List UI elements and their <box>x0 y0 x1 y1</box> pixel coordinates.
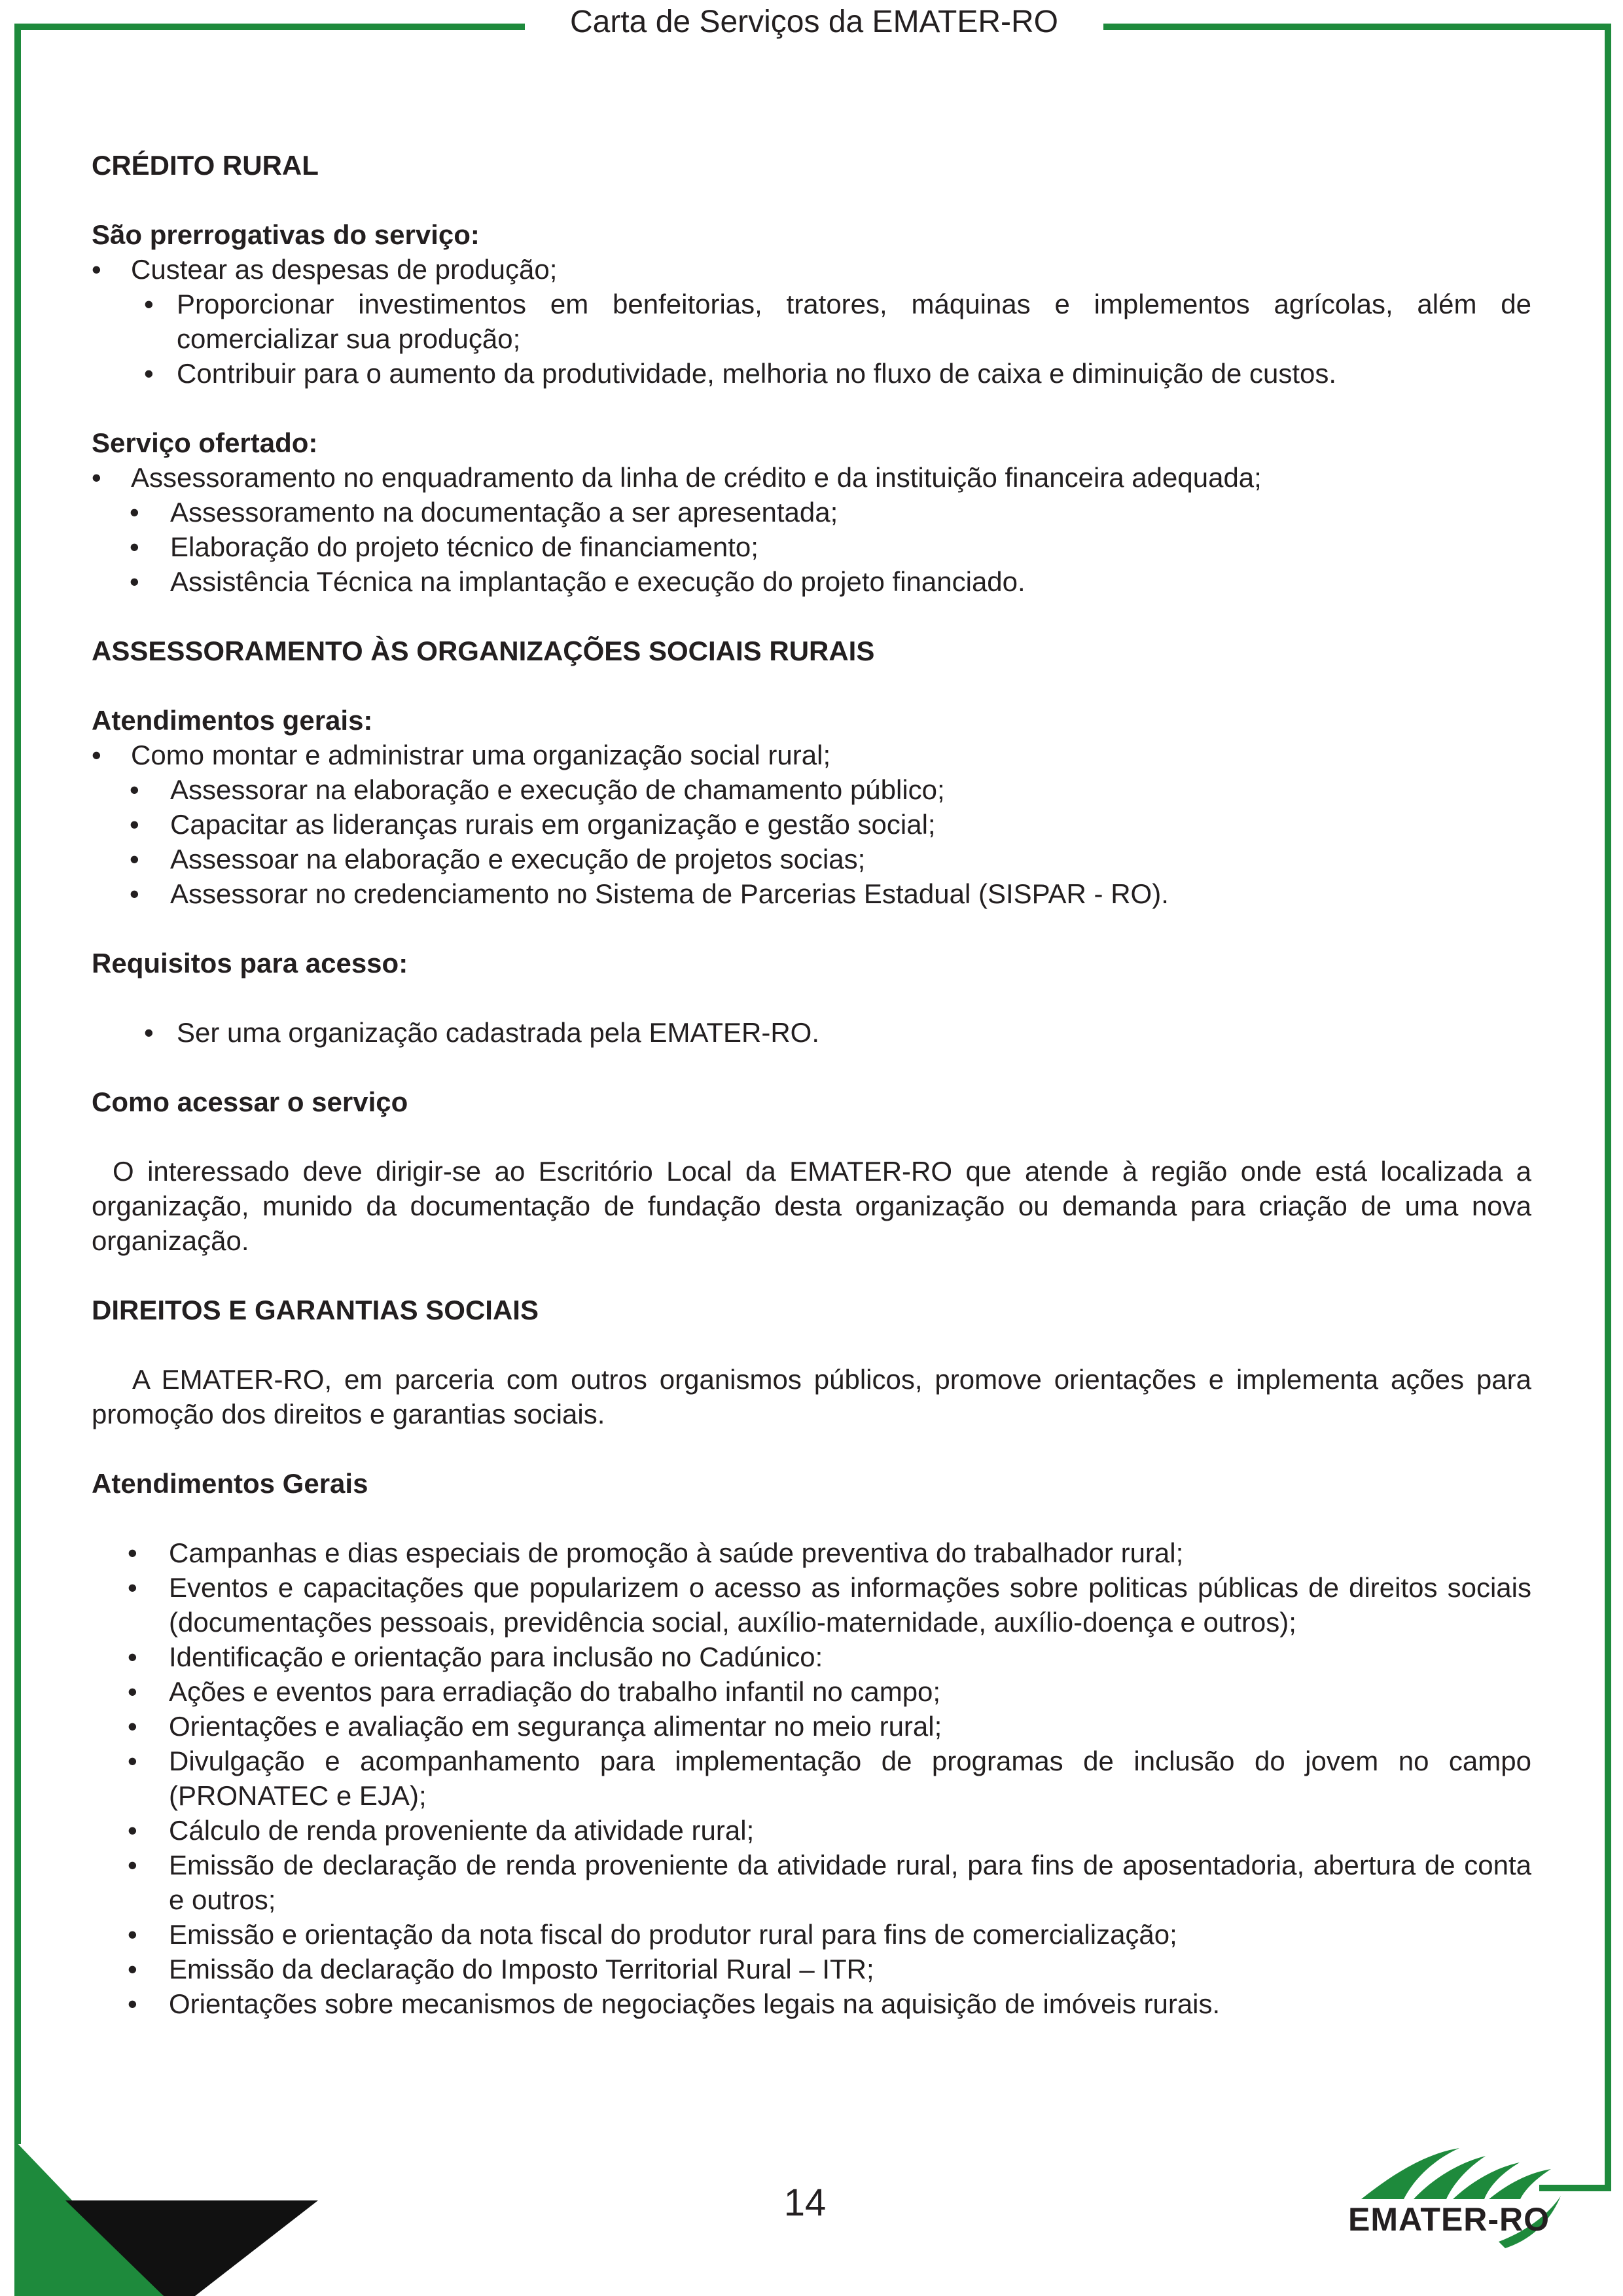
list-item: • Ser uma organização cadastrada pela EMATER-RO. <box>92 1015 1531 1050</box>
page-content <box>92 148 1531 2021</box>
servico-list <box>92 460 1531 495</box>
direitos-list <box>92 1535 1531 2021</box>
frame-top-right-line <box>1103 24 1611 30</box>
servico-ofertado-heading: Serviço ofertado: <box>92 427 318 458</box>
list-item: • Emissão e orientação da nota fiscal do produtor rural para fins de comercialização; <box>92 1917 1531 1952</box>
list-item: • Ações e eventos para erradiação do trabalho infantil no campo; <box>92 1674 1531 1709</box>
requisitos-heading: Requisitos para acesso: <box>92 948 408 978</box>
list-item: • Emissão de declaração de renda proveniente da atividade rural, para fins de aposentadoria, abertura de conta e outros; <box>92 1848 1531 1917</box>
list-item: • Identificação e orientação para inclusão no Cadúnico: <box>92 1640 1531 1674</box>
frame-right-line <box>1605 24 1611 2191</box>
atendimentos-list <box>92 738 1531 772</box>
prerrogativas-sublist <box>92 287 1531 391</box>
list-item: • Contribuir para o aumento da produtividade, melhoria no fluxo de caixa e diminuição de custos. <box>92 356 1531 391</box>
list-item: • Como montar e administrar uma organização social rural; <box>92 738 1531 772</box>
list-item: • Orientações e avaliação em segurança alimentar no meio rural; <box>92 1709 1531 1744</box>
requisitos-list <box>92 1015 1531 1050</box>
prerrogativas-heading: São prerrogativas do serviço: <box>92 219 480 250</box>
page-header-title: Carta de Serviços da EMATER-RO <box>570 5 1058 39</box>
list-item: • Proporcionar investimentos em benfeitorias, tratores, máquinas e implementos agrícolas, além de comercializar sua produção; <box>92 287 1531 356</box>
section-title-credito-rural: CRÉDITO RURAL <box>92 150 319 181</box>
servico-sublist <box>92 495 1531 599</box>
list-item: • Assistência Técnica na implantação e execução do projeto financiado. <box>92 564 1531 599</box>
logo-text: EMATER-RO <box>1348 2201 1550 2238</box>
section-title-assessoramento: ASSESSORAMENTO ÀS ORGANIZAÇÕES SOCIAIS RURAIS <box>92 636 875 666</box>
list-item: • Assessoramento na documentação a ser apresentada; <box>92 495 1531 529</box>
page-number: 14 <box>783 2181 827 2224</box>
como-acessar-heading: Como acessar o serviço <box>92 1086 408 1117</box>
list-item: • Emissão da declaração do Imposto Territorial Rural – ITR; <box>92 1952 1531 1986</box>
atendimentos-gerais-heading: Atendimentos gerais: <box>92 705 373 736</box>
list-item: • Cálculo de renda proveniente da atividade rural; <box>92 1813 1531 1848</box>
direitos-intro-paragraph: A EMATER-RO, em parceria com outros organismos públicos, promove orientações e implementa ações para promoção dos direitos e garantias sociais. <box>92 1364 1531 1429</box>
como-acessar-paragraph: O interessado deve dirigir-se ao Escritório Local da EMATER-RO que atende à região onde está localizada a organização, munido da documentação de fundação desta organização ou demanda para criação de uma nova organização. <box>92 1156 1531 1256</box>
list-item: • Assessorar na elaboração e execução de chamamento público; <box>92 772 1531 807</box>
atendimentos-sublist <box>92 772 1531 911</box>
list-item: • Campanhas e dias especiais de promoção à saúde preventiva do trabalhador rural; <box>92 1535 1531 1570</box>
section-title-direitos: DIREITOS E GARANTIAS SOCIAIS <box>92 1295 539 1325</box>
prerrogativas-list <box>92 252 1531 287</box>
list-item: • Assessoramento no enquadramento da linha de crédito e da instituição financeira adequada; <box>92 460 1531 495</box>
list-item: • Divulgação e acompanhamento para implementação de programas de inclusão do jovem no campo (PRONATEC e EJA); <box>92 1744 1531 1813</box>
list-item: • Capacitar as lideranças rurais em organização e gestão social; <box>92 807 1531 842</box>
list-item: • Assessoar na elaboração e execução de projetos socias; <box>92 842 1531 876</box>
list-item: • Custear as despesas de produção; <box>92 252 1531 287</box>
list-item: • Eventos e capacitações que popularizem o acesso as informações sobre politicas públicas de direitos sociais (documentações pessoais, previdência social, auxílio-maternidade, auxílio-doença e outros); <box>92 1570 1531 1640</box>
list-item: • Orientações sobre mecanismos de negociações legais na aquisição de imóveis rurais. <box>92 1986 1531 2021</box>
atendimentos-gerais-direitos-heading: Atendimentos Gerais <box>92 1468 368 1499</box>
list-item: • Elaboração do projeto técnico de financiamento; <box>92 529 1531 564</box>
list-item: • Assessorar no credenciamento no Sistema de Parcerias Estadual (SISPAR - RO). <box>92 876 1531 911</box>
